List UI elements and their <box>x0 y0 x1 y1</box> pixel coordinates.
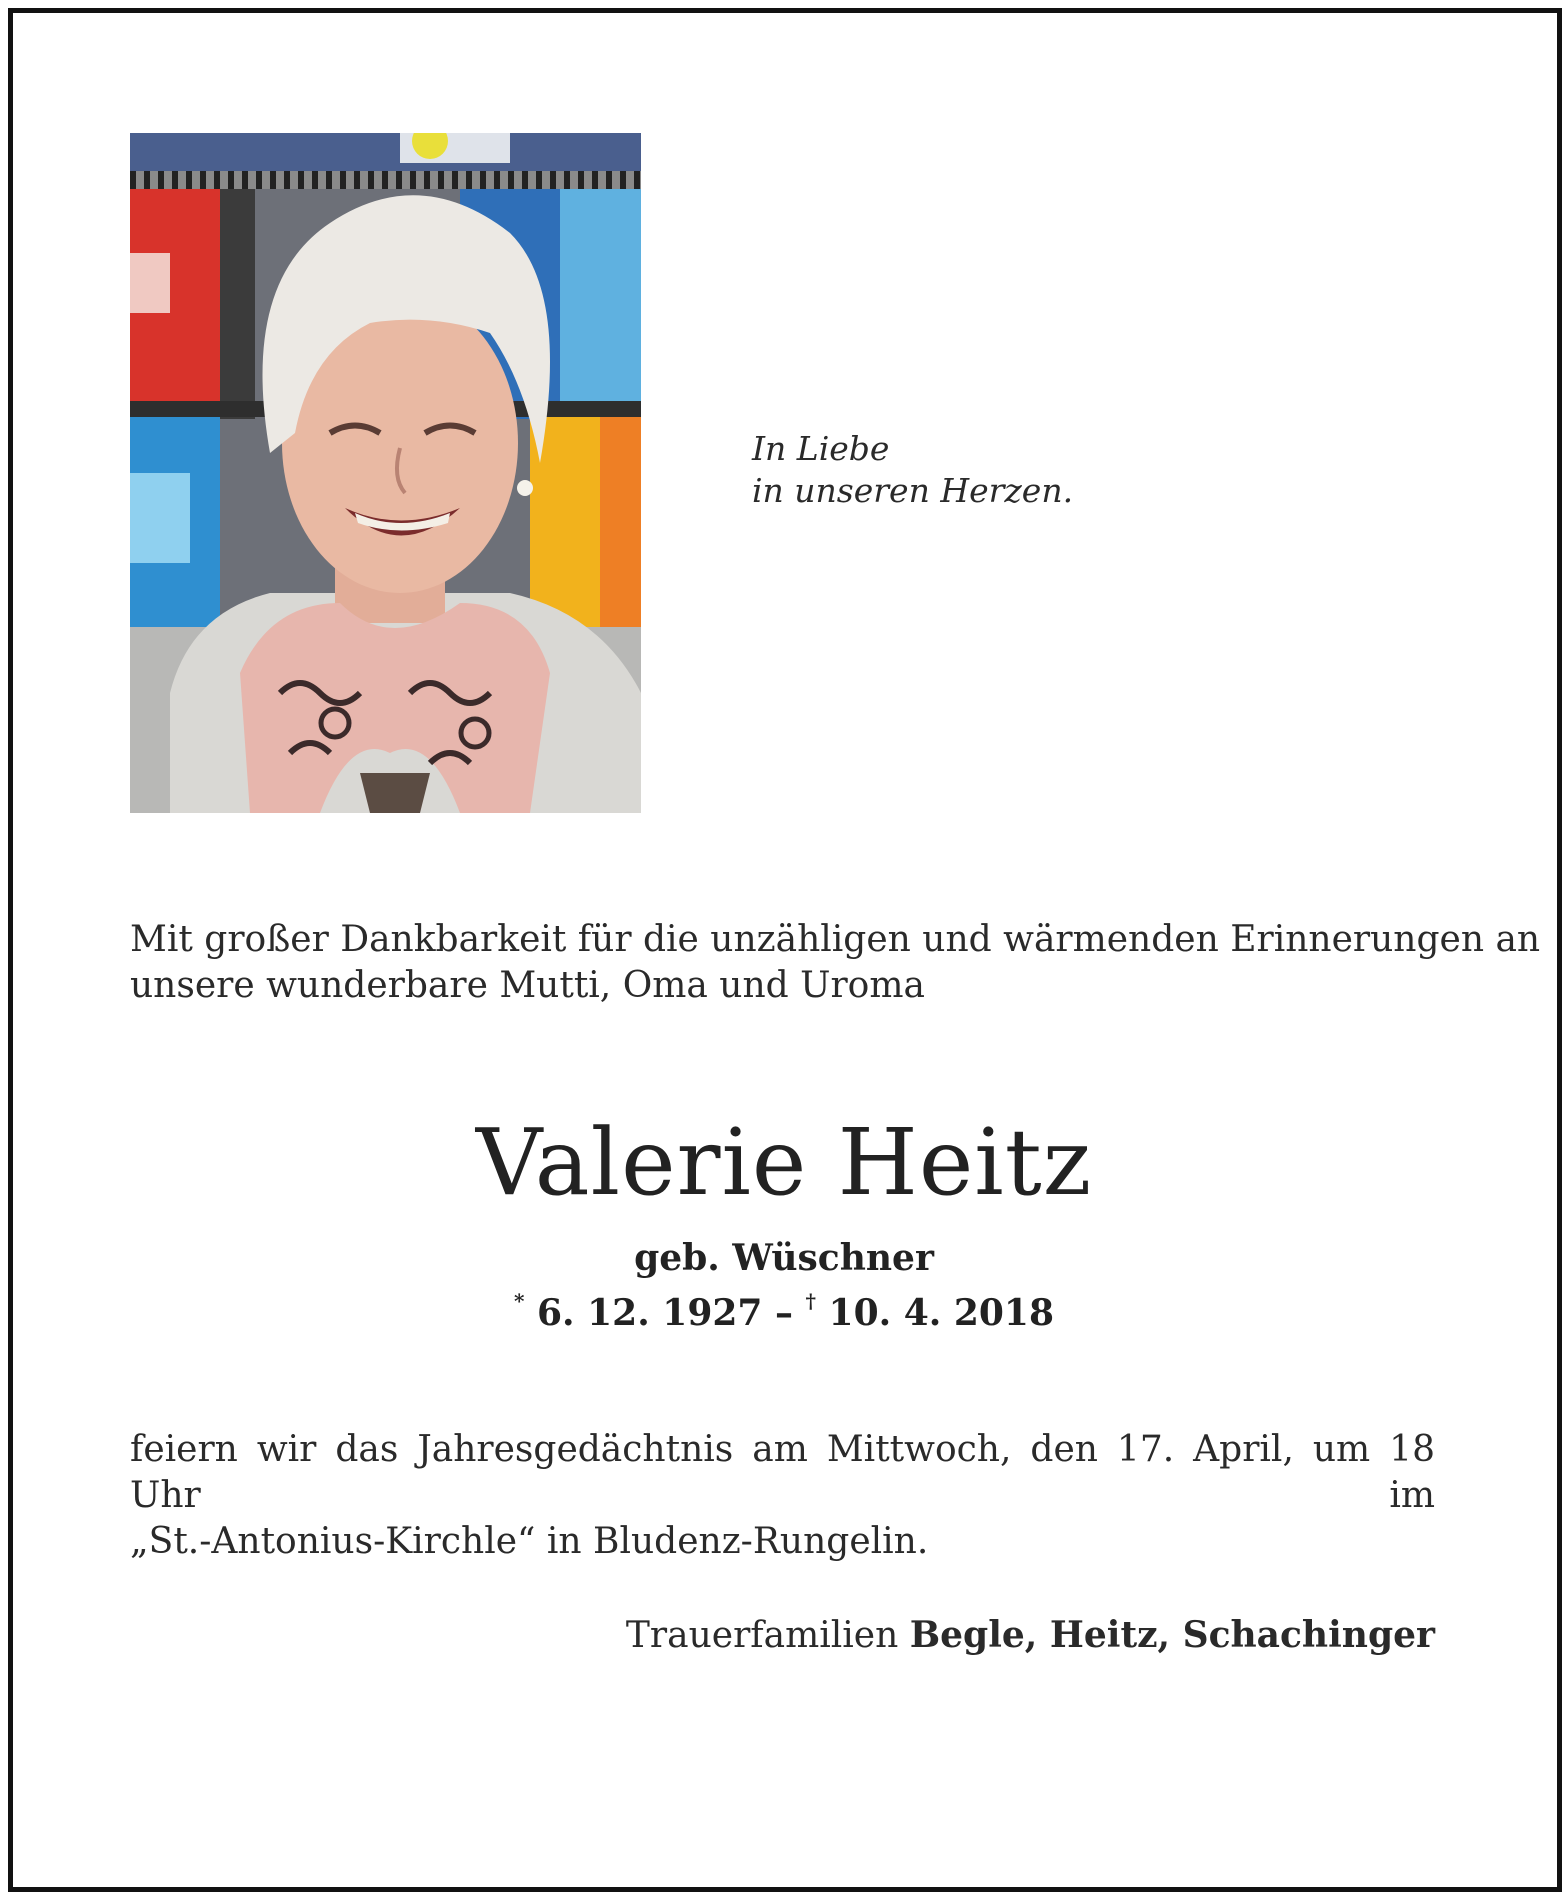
memorial-line-2: „St.-Antonius-Kirchle“ in Bludenz-Rungelin. <box>130 1521 929 1562</box>
family-signature <box>626 1612 1435 1659</box>
memorial-line-1: feiern wir das Jahresgedächtnis am Mittwoch, den 17. April, um 18 Uhr im <box>130 1429 1435 1516</box>
portrait-photo <box>130 133 641 813</box>
quote-line-1: In Liebe <box>752 429 890 468</box>
family-prefix: Trauerfamilien <box>625 1615 910 1656</box>
intro-text <box>130 917 1541 1009</box>
died-date: 10. 4. 2018 <box>816 1292 1055 1334</box>
memorial-service-text <box>130 1427 1435 1565</box>
deceased-name: Valerie Heitz <box>475 1109 1093 1216</box>
intro-line-2: unsere wunderbare Mutti, Oma und Uroma <box>130 965 925 1006</box>
born-symbol: * <box>513 1289 525 1313</box>
birth-name: geb. Wüschner <box>634 1237 934 1279</box>
family-names: Begle, Heitz, Schachinger <box>909 1614 1435 1656</box>
born-date: 6. 12. 1927 – <box>524 1292 806 1334</box>
intro-line-1: Mit großer Dankbarkeit für die unzähligen und wärmenden Erinnerungen an <box>130 919 1541 960</box>
died-symbol: † <box>805 1289 816 1313</box>
memorial-quote <box>752 428 1073 512</box>
quote-line-2: in unseren Herzen. <box>752 471 1074 510</box>
life-dates <box>0 1282 1568 1336</box>
